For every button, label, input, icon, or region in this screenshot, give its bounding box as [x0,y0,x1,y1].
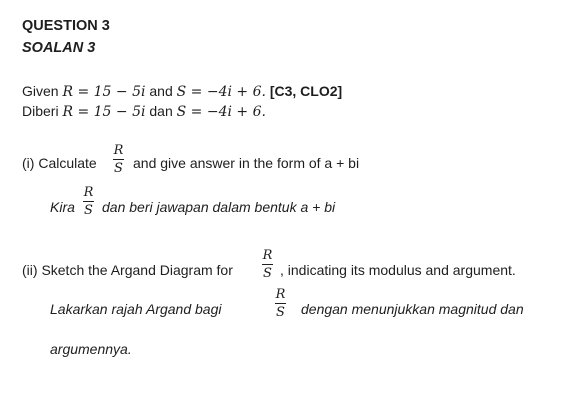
question-title-malay: SOALAN 3 [22,40,96,56]
given-s-equation-malay: S = −4i + 6. [176,104,266,120]
part-ii-malay-end: dengan menunjukkan magnitud dan [301,301,524,317]
given-prefix-malay: Diberi [22,103,59,119]
part-i-malay-start: Kira [50,199,75,215]
fraction-numerator: R [275,287,286,302]
fraction-denominator: S [114,161,123,176]
fraction-numerator: R [113,143,124,158]
question-title: QUESTION 3 [22,18,110,34]
given-and-malay: dan [149,103,173,119]
fraction-denominator: S [276,305,285,320]
part-ii-english [22,262,233,278]
part-ii-instruction-start: Sketch the Argand Diagram for [41,262,233,278]
fraction-r-over-s-part-ii [262,248,273,281]
part-i-english [22,155,97,171]
part-ii-malay-start: Lakarkan rajah Argand bagi [50,301,222,317]
given-and: and [149,83,173,99]
part-i-malay-end: dan beri jawapan dalam bentuk a + bi [102,199,336,215]
given-r-equation-malay: R = 15 − 5i [62,104,146,120]
given-prefix: Given [22,83,59,99]
given-line-malay [22,103,266,120]
given-line-english [22,83,342,100]
fraction-bar [262,264,273,265]
part-ii-label: (ii) [22,262,38,278]
fraction-r-over-s [113,143,124,176]
fraction-denominator: S [263,266,272,281]
part-i-instruction-start: Calculate [38,155,97,171]
given-s-equation: S = −4i + 6. [176,84,266,100]
given-tag: [C3, CLO2] [269,83,343,99]
fraction-numerator: R [83,185,94,200]
fraction-bar [83,201,94,202]
fraction-bar [275,303,286,304]
part-ii-malay-line2: argumennya. [50,341,132,357]
fraction-denominator: S [84,203,93,218]
fraction-r-over-s-malay [83,185,94,218]
part-ii-instruction-end: , indicating its modulus and argument. [280,262,516,278]
given-r-equation: R = 15 − 5i [62,84,146,100]
fraction-r-over-s-part-ii-malay [275,287,286,320]
part-i-label: (i) [22,155,35,171]
fraction-numerator: R [262,248,273,263]
fraction-bar [113,159,124,160]
part-i-instruction-end: and give answer in the form of a + bi [133,155,360,171]
